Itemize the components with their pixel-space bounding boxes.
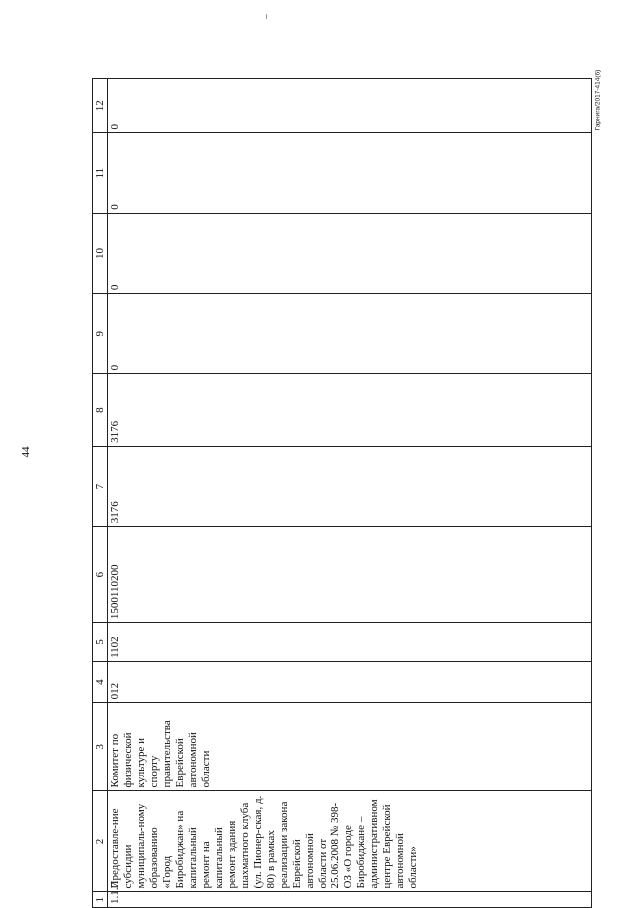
budget-table [92,78,592,908]
scan-mark [266,14,267,19]
cell-col5: 1102 [108,623,592,662]
header-col-5: 5 [93,623,108,662]
page-number: 44 [20,446,32,458]
header-col-11: 11 [93,133,108,213]
header-col-2: 2 [93,791,108,892]
cell-col7: 3176 [108,446,592,526]
header-col-3: 3 [93,703,108,791]
header-col-1: 1 [93,892,108,908]
cell-col9: 0 [108,294,592,374]
cell-item-number: 1.1.7 [108,892,592,908]
cell-col10: 0 [108,213,592,293]
header-col-10: 10 [93,213,108,293]
cell-col11: 0 [108,133,592,213]
cell-description: Предоставле-ние субсидии муниципаль-ному образованию «Город Биробиджан» на капитальный ремонт на капитальный ремонт здания шахматного клуба (ул. Пионер-ская, д. 80) в рамках реализации закона Еврейской автономной области от 25.06.2008 № 398-ОЗ «О городе Биробиджане – административном центре Еврейской автономной области» [108,791,592,892]
cell-col4: 012 [108,661,592,702]
cell-col6: 1500110200 [108,527,592,623]
header-col-8: 8 [93,374,108,447]
header-col-12: 12 [93,79,108,134]
header-col-6: 6 [93,527,108,623]
cell-col8: 3176 [108,374,592,447]
header-col-4: 4 [93,661,108,702]
header-col-9: 9 [93,294,108,374]
cell-col12: 0 [108,79,592,134]
header-row [93,79,108,908]
header-col-7: 7 [93,446,108,526]
document-stamp: Гарнига/2017-414(6) [594,69,602,131]
table-row [108,79,592,908]
table-container [92,78,592,908]
cell-executor: Комитет по физической культуре и спорту правительства Еврейской автономной области [108,703,592,791]
